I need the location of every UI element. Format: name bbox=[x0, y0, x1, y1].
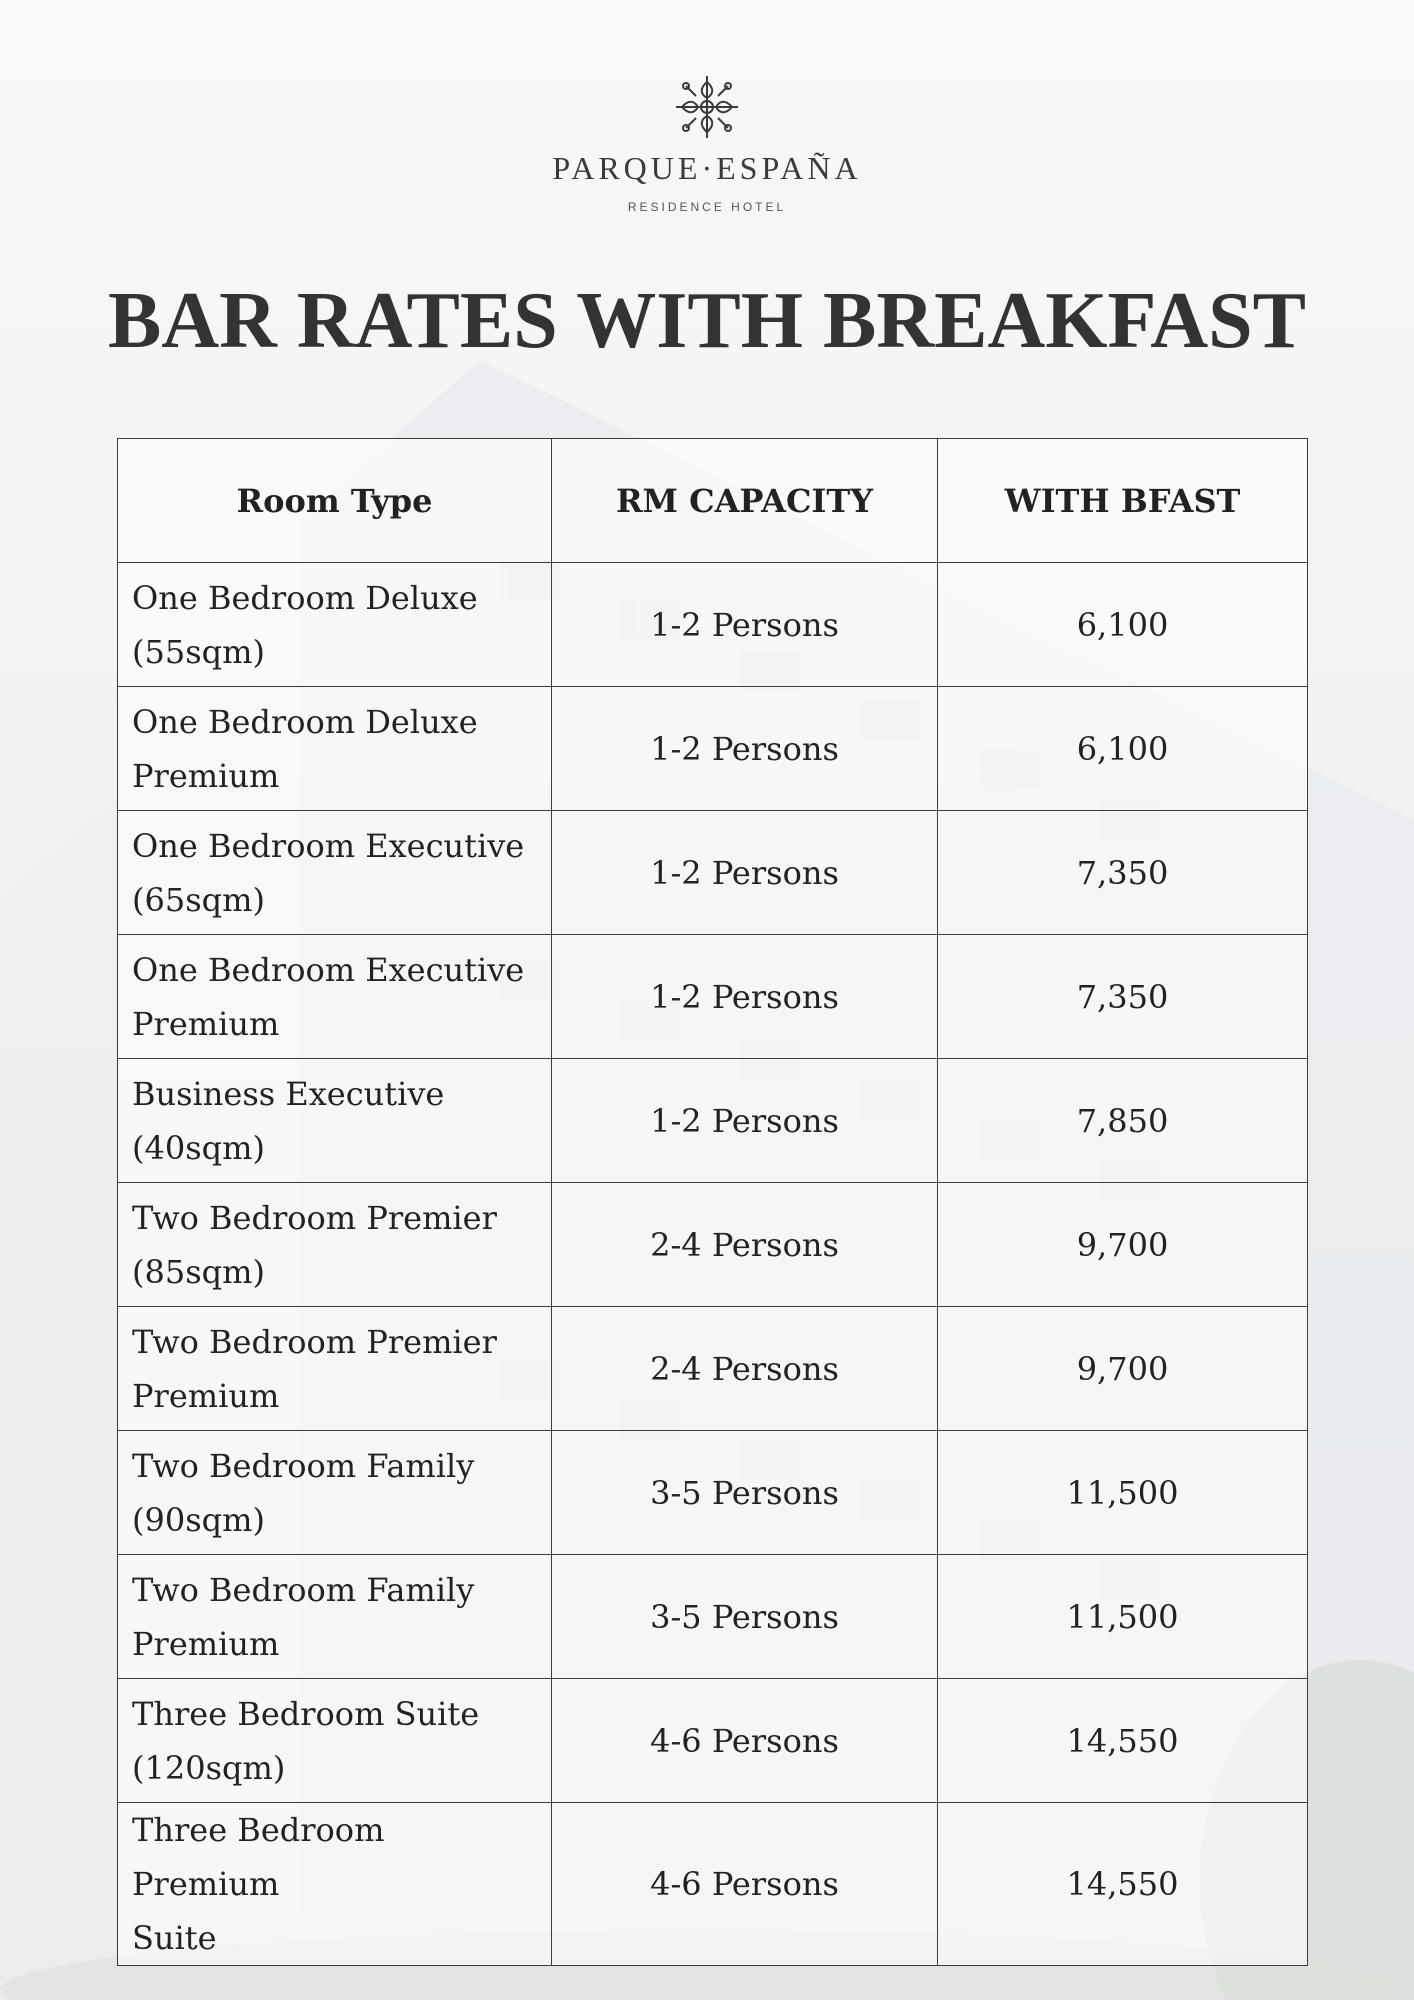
cell-rate: 14,550 bbox=[938, 1679, 1308, 1803]
room-type-line2: (55sqm) bbox=[132, 632, 265, 671]
room-type-line1: One Bedroom Executive bbox=[132, 950, 525, 989]
room-type-line2: (65sqm) bbox=[132, 880, 265, 919]
cell-rate: 9,700 bbox=[938, 1307, 1308, 1431]
table-row bbox=[118, 1803, 1308, 1966]
header-with-breakfast: WITH BFAST bbox=[938, 439, 1308, 563]
cell-room-type bbox=[118, 563, 552, 687]
cell-room-type bbox=[118, 687, 552, 811]
room-type-line1: Two Bedroom Family bbox=[132, 1446, 475, 1485]
cell-capacity: 1-2 Persons bbox=[552, 563, 938, 687]
room-type-line2: (85sqm) bbox=[132, 1252, 265, 1291]
table-row bbox=[118, 1183, 1308, 1307]
room-type-line1: Two Bedroom Family bbox=[132, 1570, 475, 1609]
cell-rate: 7,350 bbox=[938, 811, 1308, 935]
cell-capacity: 1-2 Persons bbox=[552, 811, 938, 935]
table-row bbox=[118, 935, 1308, 1059]
table-row bbox=[118, 563, 1308, 687]
room-type-line1: Three Bedroom Premium bbox=[132, 1811, 385, 1903]
cell-capacity: 1-2 Persons bbox=[552, 935, 938, 1059]
room-type-line2: Premium bbox=[132, 1004, 280, 1043]
cell-capacity: 2-4 Persons bbox=[552, 1307, 938, 1431]
room-type-line1: Two Bedroom Premier bbox=[132, 1198, 497, 1237]
table-row bbox=[118, 1431, 1308, 1555]
page-title: BAR RATES WITH BREAKFAST bbox=[107, 277, 1307, 365]
cell-rate: 11,500 bbox=[938, 1431, 1308, 1555]
header-room-type: Room Type bbox=[118, 439, 552, 563]
table-row bbox=[118, 1555, 1308, 1679]
brand-name: PARQUE·ESPAÑA bbox=[552, 150, 862, 186]
header-capacity: RM CAPACITY bbox=[552, 439, 938, 563]
room-type-line2: (40sqm) bbox=[132, 1128, 265, 1167]
room-type-line2: Suite bbox=[132, 1919, 217, 1957]
room-type-line1: One Bedroom Executive bbox=[132, 826, 525, 865]
cell-capacity: 2-4 Persons bbox=[552, 1183, 938, 1307]
room-type-line2: (120sqm) bbox=[132, 1748, 286, 1787]
table-row bbox=[118, 1679, 1308, 1803]
cell-room-type bbox=[118, 1555, 552, 1679]
ornamental-cross-logo-icon bbox=[672, 72, 742, 142]
room-type-line1: Two Bedroom Premier bbox=[132, 1322, 497, 1361]
room-type-line2: Premium bbox=[132, 1376, 280, 1415]
cell-rate: 7,350 bbox=[938, 935, 1308, 1059]
cell-rate: 11,500 bbox=[938, 1555, 1308, 1679]
room-type-line1: Business Executive bbox=[132, 1074, 445, 1113]
table-row bbox=[118, 811, 1308, 935]
cell-capacity: 1-2 Persons bbox=[552, 687, 938, 811]
cell-rate: 7,850 bbox=[938, 1059, 1308, 1183]
cell-room-type bbox=[118, 1059, 552, 1183]
cell-room-type bbox=[118, 811, 552, 935]
cell-capacity: 4-6 Persons bbox=[552, 1803, 938, 1966]
room-type-line2: Premium bbox=[132, 756, 280, 795]
cell-rate: 6,100 bbox=[938, 687, 1308, 811]
cell-capacity: 3-5 Persons bbox=[552, 1555, 938, 1679]
cell-capacity: 1-2 Persons bbox=[552, 1059, 938, 1183]
cell-room-type bbox=[118, 1431, 552, 1555]
table-header-row bbox=[118, 439, 1308, 563]
room-type-line2: Premium bbox=[132, 1624, 280, 1663]
room-type-line1: Three Bedroom Suite bbox=[132, 1694, 480, 1733]
table-row bbox=[118, 687, 1308, 811]
cell-rate: 14,550 bbox=[938, 1803, 1308, 1966]
brand-subtitle: RESIDENCE HOTEL bbox=[627, 200, 787, 214]
cell-capacity: 3-5 Persons bbox=[552, 1431, 938, 1555]
room-type-line1: One Bedroom Deluxe bbox=[132, 578, 478, 617]
cell-room-type bbox=[118, 1307, 552, 1431]
cell-room-type bbox=[118, 935, 552, 1059]
table-row bbox=[118, 1307, 1308, 1431]
rates-table bbox=[117, 438, 1308, 1966]
table-row bbox=[118, 1059, 1308, 1183]
room-type-line2: (90sqm) bbox=[132, 1500, 265, 1539]
cell-capacity: 4-6 Persons bbox=[552, 1679, 938, 1803]
cell-room-type bbox=[118, 1803, 552, 1966]
cell-rate: 6,100 bbox=[938, 563, 1308, 687]
cell-rate: 9,700 bbox=[938, 1183, 1308, 1307]
cell-room-type bbox=[118, 1679, 552, 1803]
cell-room-type bbox=[118, 1183, 552, 1307]
room-type-line1: One Bedroom Deluxe bbox=[132, 702, 478, 741]
